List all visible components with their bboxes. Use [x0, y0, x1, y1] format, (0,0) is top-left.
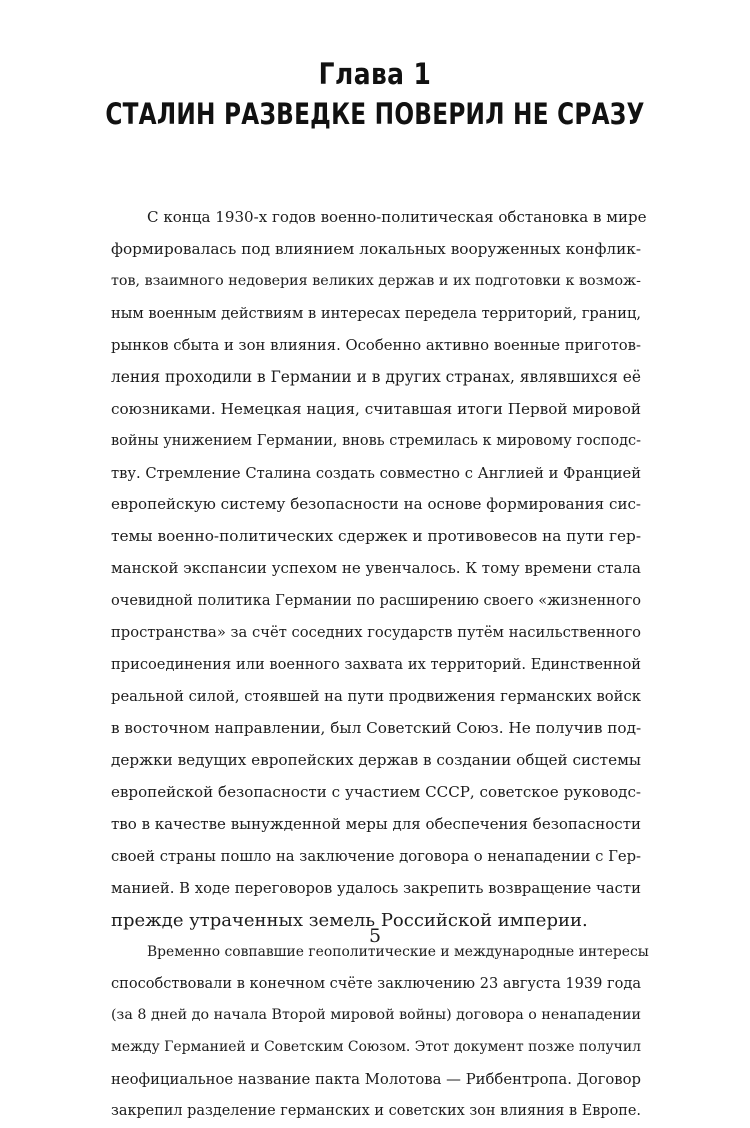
text-line: (за 8 дней до начала Второй мировой войны) договора о ненападении — [111, 1007, 642, 1024]
text-line: способствовали в конечном счёте заключению 23 августа 1939 года — [111, 975, 641, 992]
text-line: тву. Стремление Сталина создать совместно с Англией и Францией — [111, 464, 641, 482]
body-text — [111, 202, 649, 1128]
chapter-title: СТАЛИН РАЗВЕДКЕ ПОВЕРИЛ НЕ СРАЗУ — [105, 97, 645, 131]
text-line: манией. В ходе переговоров удалось закрепить возвращение части — [111, 879, 641, 897]
text-line: прежде утраченных земель Российской империи. — [111, 909, 588, 931]
text-line: ным военным действиям в интересах передела территорий, границ, — [111, 304, 641, 322]
text-line: своей страны пошло на заключение договора о ненападении с Гер- — [111, 847, 642, 865]
text-line: реальной силой, стоявшей на пути продвижения германских войск — [111, 688, 641, 706]
text-line: рынков сбыта и зон влияния. Особенно активно военные приготов- — [111, 336, 641, 354]
paragraph-1 — [111, 202, 647, 937]
text-line: С конца 1930-х годов военно-политическая обстановка в мире — [147, 208, 647, 226]
text-line: манской экспансии успехом не увенчалось. К тому времени стала — [111, 559, 641, 578]
text-line: тов, взаимного недоверия великих держав и их подготовки к возмож- — [111, 272, 641, 289]
text-line: европейскую систему безопасности на основе формирования сис- — [111, 495, 641, 514]
text-line: присоединения или военного захвата их территорий. Единственной — [111, 656, 641, 674]
text-line: неофициальное название пакта Молотова — Риббентропа. Договор — [111, 1071, 641, 1089]
chapter-heading — [0, 56, 750, 132]
text-line: пространства» за счёт соседних государств путём насильственного — [111, 624, 641, 642]
chapter-number: Глава 1 — [318, 57, 432, 91]
text-line: ления проходили в Германии и в других странах, являвшихся её — [111, 367, 641, 386]
text-line: темы военно-политических сдержек и противовесов на пути гер- — [111, 527, 641, 546]
page-number: 5 — [368, 925, 382, 947]
text-line: между Германией и Советским Союзом. Этот документ позже получил — [111, 1039, 641, 1056]
paragraph-2 — [111, 937, 649, 1128]
text-line: Временно совпавшие геополитические и международные интересы — [147, 943, 649, 960]
text-line: закрепил разделение германских и советских зон влияния в Европе. — [111, 1103, 641, 1120]
text-line: европейской безопасности с участием СССР, советское руководс- — [111, 782, 641, 801]
text-line: держки ведущих европейских держав в создании общей системы — [111, 750, 641, 769]
text-line: в восточном направлении, был Советский Союз. Не получив под- — [111, 719, 642, 737]
text-line: союзниками. Немецкая нация, считавшая итоги Первой мировой — [111, 399, 641, 418]
text-line: очевидной политика Германии по расширению своего «жизненного — [111, 592, 641, 610]
text-line: войны унижением Германии, вновь стремилась к мировому господс- — [111, 432, 641, 449]
text-line: тво в качестве вынужденной меры для обеспечения безопасности — [111, 814, 641, 833]
text-line: формировалась под влиянием локальных вооруженных конфлик- — [111, 239, 641, 258]
